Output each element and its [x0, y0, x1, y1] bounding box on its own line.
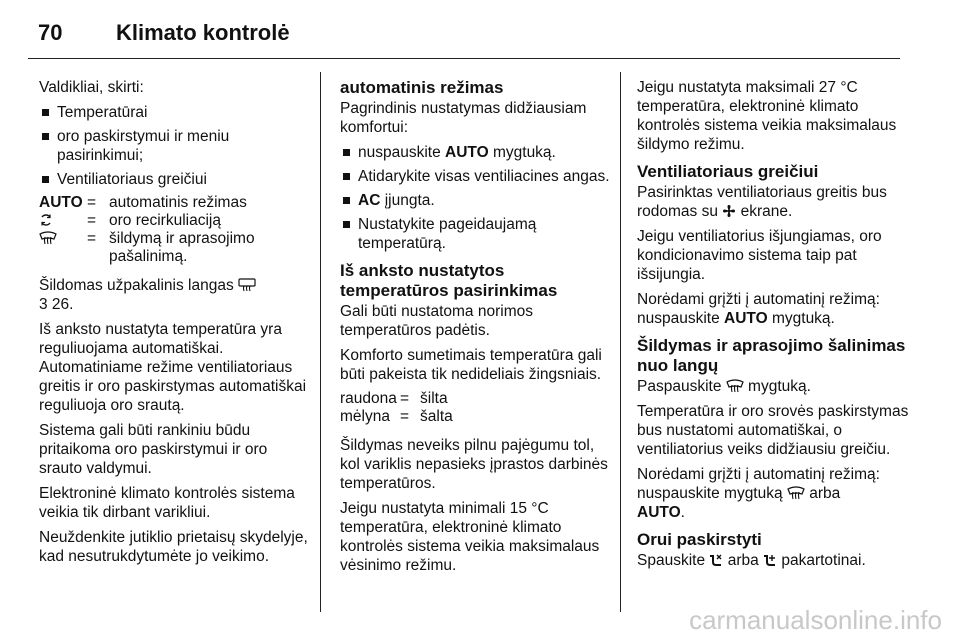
- list-item: Ventiliatoriaus greičiui: [39, 170, 311, 189]
- column-1: [39, 78, 311, 572]
- definition-row: [340, 408, 453, 426]
- list-item: AC įjungta.: [340, 191, 612, 210]
- list-item: Nustatykite pageidaujamą temperatūrą.: [340, 215, 612, 253]
- page-title: Klimato kontrolė: [116, 20, 290, 45]
- air-distribution-icon: [709, 553, 723, 567]
- section-heading-fan-speed: Ventiliatoriaus greičiui: [637, 162, 819, 181]
- paragraph: Gali būti nustatoma norimos temperatūros padėtis.: [340, 303, 533, 339]
- paragraph: Norėdami grįžti į automatinį režimą: nuspauskite mygtuką arba AUTO.: [637, 466, 880, 521]
- page-reference: 3 26.: [39, 296, 74, 313]
- paragraph: Neuždenkite jutiklio prietaisų skydelyje, kad nesutrukdytumėte jo veikimo.: [39, 529, 308, 565]
- windshield-defrost-icon: [726, 379, 744, 393]
- windshield-defrost-icon: [39, 231, 57, 245]
- control-definitions: [39, 194, 311, 266]
- list-item: Temperatūrai: [39, 103, 311, 122]
- definition-eq: =: [400, 390, 410, 407]
- paragraph: Pasirinktas ventiliatoriaus greitis bus rodomas su ekrane.: [637, 184, 887, 220]
- paragraph: Sistema gali būti rankiniu būdu pritaikoma oro paskirstymui ir oro srauto valdymui.: [39, 422, 268, 477]
- fan-icon: [722, 204, 736, 218]
- paragraph: Spauskite arba pakartotinai.: [637, 552, 866, 569]
- paragraph: Pagrindinis nustatymas didžiausiam komfortui:: [340, 100, 587, 136]
- header-rule: [28, 58, 900, 59]
- air-distribution-icon: [763, 553, 777, 567]
- column-2: [340, 78, 612, 581]
- paragraph: Temperatūra ir oro srovės paskirstymas bus nustatomi automatiškai, o ventiliatorius veiks didžiausiu greičiu.: [637, 403, 909, 458]
- page-header: [38, 20, 290, 46]
- rear-window-heating-icon: [238, 278, 256, 292]
- page-number: 70: [38, 20, 63, 45]
- definition-row: [39, 230, 311, 266]
- recirculation-icon: [39, 213, 53, 227]
- list-item: nuspauskite AUTO mygtuką.: [340, 143, 612, 162]
- watermark: carmanualsonline.info: [689, 605, 942, 635]
- section-heading-auto-mode: automatinis režimas: [340, 78, 504, 97]
- column-divider-2: [620, 72, 621, 612]
- definition-eq: =: [87, 212, 97, 229]
- column-divider-1: [320, 72, 321, 612]
- definition-row: [340, 390, 453, 408]
- paragraph: Šildymas neveiks pilnu pajėgumu tol, kol variklis nepasieks įprastos darbinės temperatūros.: [340, 437, 608, 492]
- paragraph: Paspauskite mygtuką.: [637, 378, 811, 395]
- definition-row: [39, 212, 311, 230]
- paragraph: Iš anksto nustatyta temperatūra yra reguliuojama automatiškai. Automatiniame režime ventiliatoriaus greitis ir oro paskirstymas automatiškai reguliuoja oro srautą.: [39, 321, 307, 414]
- paragraph: Elektroninė klimato kontrolės sistema veikia tik dirbant varikliui.: [39, 485, 295, 521]
- list-item: oro paskirstymui ir meniu pasirinkimui;: [39, 127, 311, 165]
- auto-steps-list: [340, 143, 612, 253]
- definition-value: automatinis režimas: [109, 194, 247, 211]
- windshield-defrost-icon: [787, 486, 805, 500]
- definition-key: mėlyna: [340, 408, 390, 425]
- definition-eq: =: [87, 230, 97, 247]
- column-3: [637, 78, 919, 576]
- section-heading-defrost: Šildymas ir aprasojimo šalinimas nuo langų: [637, 336, 906, 375]
- section-heading-preset-temperature: Iš anksto nustatytos temperatūros pasirinkimas: [340, 261, 558, 300]
- definition-value: oro recirkuliaciją: [109, 212, 221, 229]
- definition-key: raudona: [340, 390, 397, 407]
- definition-eq: =: [400, 408, 410, 425]
- definition-key: AUTO: [39, 194, 83, 211]
- section-heading-air-distribution: Orui paskirstyti: [637, 530, 762, 549]
- list-item: Atidarykite visas ventiliacines angas.: [340, 167, 612, 186]
- definition-eq: =: [87, 194, 97, 211]
- paragraph: Komforto sumetimais temperatūra gali būti pakeista tik nedideliais žingsniais.: [340, 347, 602, 383]
- definition-row: [39, 194, 311, 212]
- controls-intro: Valdikliai, skirti:: [39, 79, 144, 96]
- controls-list: [39, 103, 311, 189]
- definition-value: šildymą ir aprasojimo pašalinimą.: [109, 230, 255, 265]
- definition-value: šalta: [420, 408, 453, 425]
- paragraph: Jeigu nustatyta minimali 15 °C temperatūra, elektroninė klimato kontrolės sistema veikia maksimalaus vėsinimo režimu.: [340, 500, 600, 574]
- definition-value: šilta: [420, 390, 448, 407]
- color-definitions: [340, 390, 453, 426]
- rear-window-note: Šildomas užpakalinis langas 3 26.: [39, 276, 311, 314]
- paragraph: Jeigu ventiliatorius išjungiamas, oro kondicionavimo sistema taip pat išsijungia.: [637, 228, 882, 283]
- paragraph: Norėdami grįžti į automatinį režimą: nuspauskite AUTO mygtuką.: [637, 291, 880, 327]
- paragraph: Jeigu nustatyta maksimali 27 °C temperatūra, elektroninė klimato kontrolės sistema veikia maksimalaus šildymo režimu.: [637, 79, 897, 153]
